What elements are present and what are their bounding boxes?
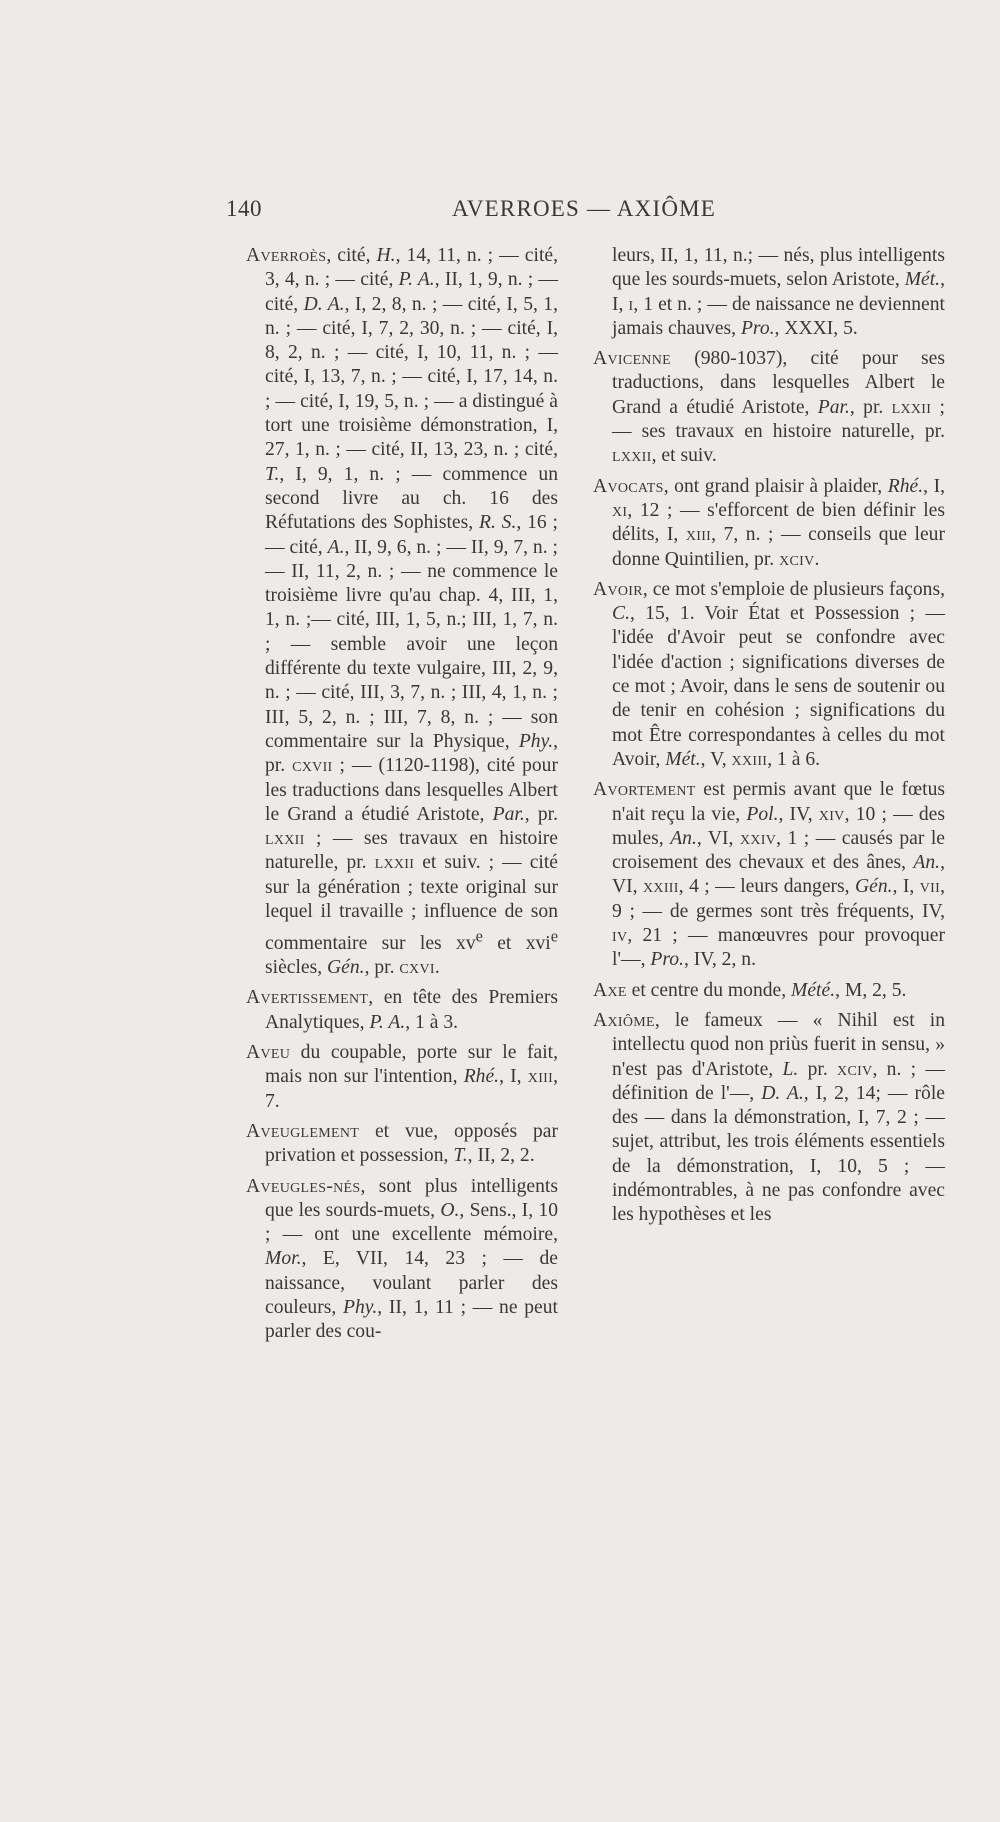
index-entry	[593, 979, 945, 1003]
entry-text: (980-1037), cité pour ses traductions, dans lesquelles Albert le Grand a étudié Aristote, Par., pr. lxxii ; — ses travaux en histoire naturelle, pr. lxxii, et suiv.	[612, 348, 946, 467]
index-entry	[593, 578, 945, 772]
entry-text: , ce mot s'emploie de plusieurs façons, C., 15, 1. Voir État et Possession ; — l'idée d'Avoir peut se confondre avec l'idée d'action ; significations diverses de ce mot ; Avoir, dans le sens de soutenir ou de tenir en cohésion ; significations du mot Être correspondantes à celles du mot Avoir, Mét., V, xxiii, 1 à 6.	[612, 578, 945, 770]
page-number: 140	[226, 196, 262, 221]
entry-headword: Averroès	[246, 245, 327, 266]
entry-headword: Axiôme	[593, 1009, 655, 1031]
entry-text: , en tête des Premiers Analytiques, P. A., 1 à 3.	[265, 987, 558, 1033]
entry-text: , cité, H., 14, 11, n. ; — cité, 3, 4, n. ; — cité, P. A., II, 1, 9, n. ; — cité, D. A., I, 2, 8, n. ; — cité, I, 5, 1, n. ; — cité, I, 7, 2, 30, n. ; — cité, I, 8, 2, n. ; — cité, I, 10, 11, n. ; — cité, I, 13, 7, n. ; — cité, I, 17, 14, n. ; — cité, I, 19, 5, n. ; — a distingué à tort une troisième démonstration, I, 27, 1, n. ; — cité, II, 13, 23, n. ; cité, T., I, 9, 1, n. ; — commence un second livre au ch. 16 des Réfutations des Sophistes, R. S., 16 ; — cité, A., II, 9, 6, n. ; — II, 9, 7, n. ; — II, 11, 2, n. ; — ne commence le troisième livre qu'au chap. 4, III, 1, 1, n. ;— cité, III, 1, 5, n.; III, 1, 7, n. ; — semble avoir une leçon différente du texte vulgaire, III, 2, 9, n. ; — cité, III, 3, 7, n. ; III, 4, 1, n. ; III, 5, 2, n. ; III, 7, 8, n. ; — son commentaire sur la Physique, Phy., pr. cxvii ; — (1120-1198), cité pour les traductions dans lesquelles Albert le Grand a étudié Aristote, Par., pr. lxxii ; — ses travaux en histoire naturelle, pr. lxxii et suiv. ; — cité sur la génération ; texte original sur lequel il travaille ; influence de son commentaire sur les $xv^e$ et xvi$^e$ siècles, Gén., pr. cxvi.	[265, 245, 558, 979]
entry-headword: Aveugles-nés	[246, 1175, 361, 1197]
left-column	[246, 244, 558, 1351]
index-entry	[246, 1041, 558, 1114]
entry-text: et centre du monde, Mété., M, 2, 5.	[626, 979, 907, 1001]
entry-headword: Aveu	[246, 1042, 291, 1064]
index-entry	[246, 244, 558, 980]
index-entry	[246, 1120, 558, 1169]
entry-text: du coupable, porte sur le fait, mais non sur l'intention, Rhé., I, xiii, 7.	[265, 1042, 558, 1112]
entry-headword: Avertissement	[246, 987, 369, 1009]
entry-text: , ont grand plaisir à plaider, Rhé., I, xi, 12 ; — s'efforcent de bien définir les délits, I, xiii, 7, n. ; — conseils que leur donne Quintilien, pr. xciv.	[612, 475, 945, 570]
entry-headword: Axe	[593, 979, 627, 1001]
entry-text: et vue, opposés par privation et possession, T., II, 2, 2.	[265, 1120, 558, 1167]
entry-headword: Avortement	[593, 779, 696, 801]
running-head: AVERROES — AXIÔME	[452, 196, 717, 221]
entry-headword: Avoir	[593, 578, 643, 600]
index-entry	[593, 244, 945, 341]
index-entry	[246, 986, 558, 1035]
right-column	[593, 244, 945, 1234]
entry-headword: Aveuglement	[246, 1120, 360, 1142]
entry-text: , sont plus intelligents que les sourds-muets, O., Sens., I, 10 ; — ont une excellente mémoire, Mor., E, VII, 14, 23 ; — de naissance, voulant parler des couleurs, Phy., II, 1, 11 ; — ne peut parler des cou-	[265, 1175, 558, 1343]
page-header	[226, 196, 726, 230]
index-entry	[246, 1175, 558, 1345]
entry-headword: Avocats	[593, 475, 664, 497]
entry-text: leurs, II, 1, 11, n.; — nés, plus intelligents que les sourds-muets, selon Aristote, Mét., I, i, 1 et n. ; — de naissance ne deviennent jamais chauves, Pro., XXXI, 5.	[612, 245, 945, 339]
entry-text: est permis avant que le fœtus n'ait reçu la vie, Pol., IV, xiv, 10 ; — des mules, An., VI, xxiv, 1 ; — causés par le croisement des chevaux et des ânes, An., VI, xxiii, 4 ; — leurs dangers, Gén., I, vii, 9 ; — de germes sont très fréquents, IV, iv, 21 ; — manœuvres pour provoquer l'—, Pro., IV, 2, n.	[612, 779, 946, 971]
entry-text: , le fameux — « Nihil est in intellectu quod non priùs fuerit in sensu, » n'est pas d'Aristote, L. pr. xciv, n. ; — définition de l'—, D. A., I, 2, 14; — rôle des — dans la démonstration, I, 7, 2 ; — sujet, attribut, les trois éléments essentiels de la démonstration, I, 10, 5 ; — indémontrables, à ne pas confondre avec les hypothèses et les	[612, 1009, 945, 1226]
entry-headword: Avicenne	[593, 348, 671, 370]
index-entry	[593, 347, 945, 468]
index-entry	[593, 475, 945, 572]
index-entry	[593, 1009, 945, 1228]
index-entry	[593, 778, 945, 972]
